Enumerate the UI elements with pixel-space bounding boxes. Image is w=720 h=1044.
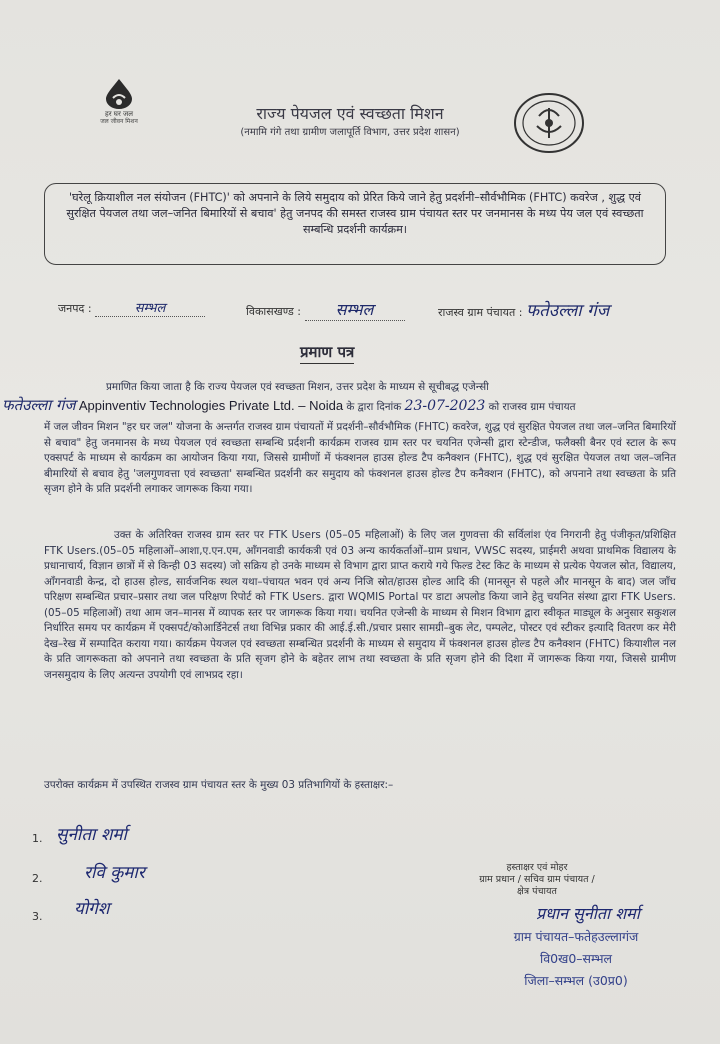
block-label: विकासखण्ड :	[246, 305, 302, 318]
dated-text: के द्वारा दिनांक	[346, 401, 402, 413]
program-description-box: 'घरेलू क्रियाशील नल संयोजन (FHTC)' को अपनाने के लिये समुदाय को प्रेरित किये जाने हेतु प्रदर्शनी–सौर्वभौमिक (FHTC) कवरेज , शुद्ध एवं सुरक्षित पेयजल तथा जल–जनित बिमारियों से बचाव' हेतु जनपद की समस्त राजस्व ग्राम पंचायत स्तर पर जनमानस के मध्य पेय जल एवं स्वच्छता सम्बन्धि प्रदर्शनी कार्यक्रम।	[44, 183, 666, 265]
paragraph-2: उक्त के अतिरिक्त राजस्व ग्राम स्तर पर FTK Users (05–05 महिलाओं) के लिए जल गुणवत्ता की सर्विलांश एंव निगरानी हेतु पंजीकृत/प्रशिक्षित FTK Users.(05–05 महिलाओं–आशा,ए.एन.एम, आँगनवाडी कार्यकत्री एवं 03 अन्य कार्यकर्ताओं–ग्राम प्रधान, VWSC सदस्य, प्राईमरी अथवा प्राथमिक विद्यालय के प्रधानाचार्य, विज्ञान छात्रों में से किन्ही 03 सदस्य) जो सक्रिय हो उनके माध्यम से विभाग द्वारा प्राप्त कराये गये फिल्ड टेस्ट किट के माध्यम से प्रत्येक पेयजल स्रोत, विद्यालय, आँगनवाडी केन्द्र, दो हाउस होल्ड, सार्वजनिक स्थल यथा–पंचायत भवन एवं अन्य निजि स्रोत/हाउस होल्ड आदि की (मानसून से पहले और मानसून के बाद) जल जाँच परिक्षण सम्बन्धित प्रचार–प्रसार तथा जल परिक्षण रिपोर्ट को FTK Users. द्वारा WQMIS Portal पर डाटा अपलोड किया जाने हेतु चयनित संस्था द्वारा FTK Users.(05–05 महिलाओं) तथा आम जन–मानस में व्यापक स्तर पर जागरूक किया गया। चयनित एजेन्सी के माध्यम से मिशन विभाग द्वारा स्वीकृत माड्यूल के अनुसार सकुशल निर्धारित समय पर कार्यक्रम में एक्सपर्ट/कोआर्डिनेटर्स तथा विभिन्न प्रकार की आई.ई.सी./प्रचार प्रसार सामग्री–बुक लेट, पम्पलेट, पोस्टर एवं स्टीकर इत्यादि वितरण कर मेरी देख–रेख में सम्पादित कराया गया। कार्यक्रम पेयजल एवं स्वच्छता सम्बन्धित प्रदर्शनी के माध्यम से समुदाय में फंक्शनल हाउस होल्ड टैप कनैक्शन (FHTC) कियाशील नल के प्रति जागरूकता को अपनाने तथा स्वच्छता के प्रति सृजग होने के बहेतर लाभ तथा स्वच्छता के प्रति सृजग होने की दिशा में जागरूक किया गया, जिससे ग्रामीण जनसमुदाय के लिए अत्यन्त उपयोगी एवं लाभप्रद रहा।	[44, 529, 676, 681]
attestation-line1: हस्ताक्षर एवं मोहर	[506, 862, 568, 873]
signature-1: सुनीता शर्मा	[56, 825, 127, 845]
company-name: Appinventiv Technologies Private Ltd. – Noida	[78, 398, 344, 413]
block-value: सम्भल	[305, 298, 405, 321]
seal-line1: ग्राम पंचायत–फतेहउल्लागंज	[513, 929, 639, 944]
state-emblem-icon	[513, 92, 585, 158]
sig-3-number: 3.	[32, 910, 43, 923]
paragraph-1: में जल जीवन मिशन "हर घर जल" योजना के अन्तर्गत राजस्व ग्राम पंचायतों में प्रदर्शनी–सौर्वभौमिक (FHTC) कवरेज, शुद्ध एवं सुरक्षित पेयजल तथा जल–जनित बिमारियों से बचाव" हेतु जनमानस के मध्य पेयजल एवं स्वच्छता सम्बन्धि प्रर्दशनी कार्यक्रम राजस्व ग्राम स्तर पर चयनित एजेन्सी द्वारा स्टेन्डीज, फलैक्सी बैनर एवं स्टाल के रूप एक्सपर्ट के माध्यम से कार्यक्रम का आयोजन किया गया, जिससे ग्रामीणों में फंक्शनल हाउस होल्ड टैप कनैक्शन (FHTC), शुद्ध एवं सुरक्षित पेयजल तथा जल–जनित बीमारियों से बचाव हेतु 'जलगुणवत्ता एवं स्वच्छता' सम्बन्धित प्रदर्शनी कर समुदाय को फंक्शनल हाउस होल्ड टैप कनैक्शन (FHTC), को अपनाने तथा स्वच्छता के प्रति सृजग होने के प्रति प्रदर्शनी लगाकर जागरूक किया गया।	[44, 421, 676, 495]
attestation-line2: ग्राम प्रधान / सचिव ग्राम पंचायत /	[479, 874, 595, 885]
pradhan-signature: प्रधान सुनीता शर्मा	[536, 904, 640, 923]
mission-subtitle: (नमामि गंगे तथा ग्रामीण जलापूर्ति विभाग, उत्तर प्रदेश शासन)	[240, 127, 460, 138]
certificate-title: प्रमाण पत्र	[300, 342, 354, 364]
district-value: सम्भल	[95, 298, 205, 317]
attestation-block	[452, 862, 622, 898]
mission-title: राज्य पेयजल एवं स्वच्छता मिशन	[256, 104, 444, 123]
har-ghar-jal-logo	[84, 78, 154, 125]
panchayat-value: फतेउल्ला गंज	[525, 301, 610, 321]
seal-line3: जिला–सम्भल (उ0प्र0)	[524, 973, 628, 988]
signature-3: योगेश	[74, 899, 110, 919]
signatories-intro: उपरोक्त कार्यक्रम में उपस्थित राजस्व ग्राम पंचायत स्तर के मुख्य 03 प्रतिभागियों के हस्ताक्षर:–	[44, 779, 394, 791]
logo-line2: जल जीवन मिशन	[100, 118, 138, 125]
company-line	[2, 398, 702, 416]
attestation-line3: क्षेत्र पंचायत	[517, 886, 557, 897]
sig-1-number: 1.	[32, 832, 43, 845]
water-drop-icon	[102, 78, 136, 110]
signature-2: रवि कुमार	[84, 863, 145, 883]
date-value: 23-07-2023	[404, 398, 486, 414]
seal-line2: वि0ख0–सम्भल	[539, 951, 613, 966]
panchayat-handwritten: फतेउल्ला गंज	[2, 396, 76, 414]
certificate-line1: प्रमाणित किया जाता है कि राज्य पेयजल एवं स्वच्छता मिशन, उत्तर प्रदेश के माध्यम से सूचीबद्ध एजेन्सी	[106, 381, 489, 393]
after-date-text: को राजस्व ग्राम पंचायत	[488, 401, 576, 413]
panchayat-label: राजस्व ग्राम पंचायत :	[438, 306, 523, 319]
logo-line1: हर घर जल	[105, 110, 133, 118]
sig-2-number: 2.	[32, 872, 43, 885]
district-field	[58, 298, 205, 317]
district-label: जनपद :	[58, 302, 92, 315]
block-field	[246, 298, 405, 321]
panchayat-field	[438, 298, 609, 321]
